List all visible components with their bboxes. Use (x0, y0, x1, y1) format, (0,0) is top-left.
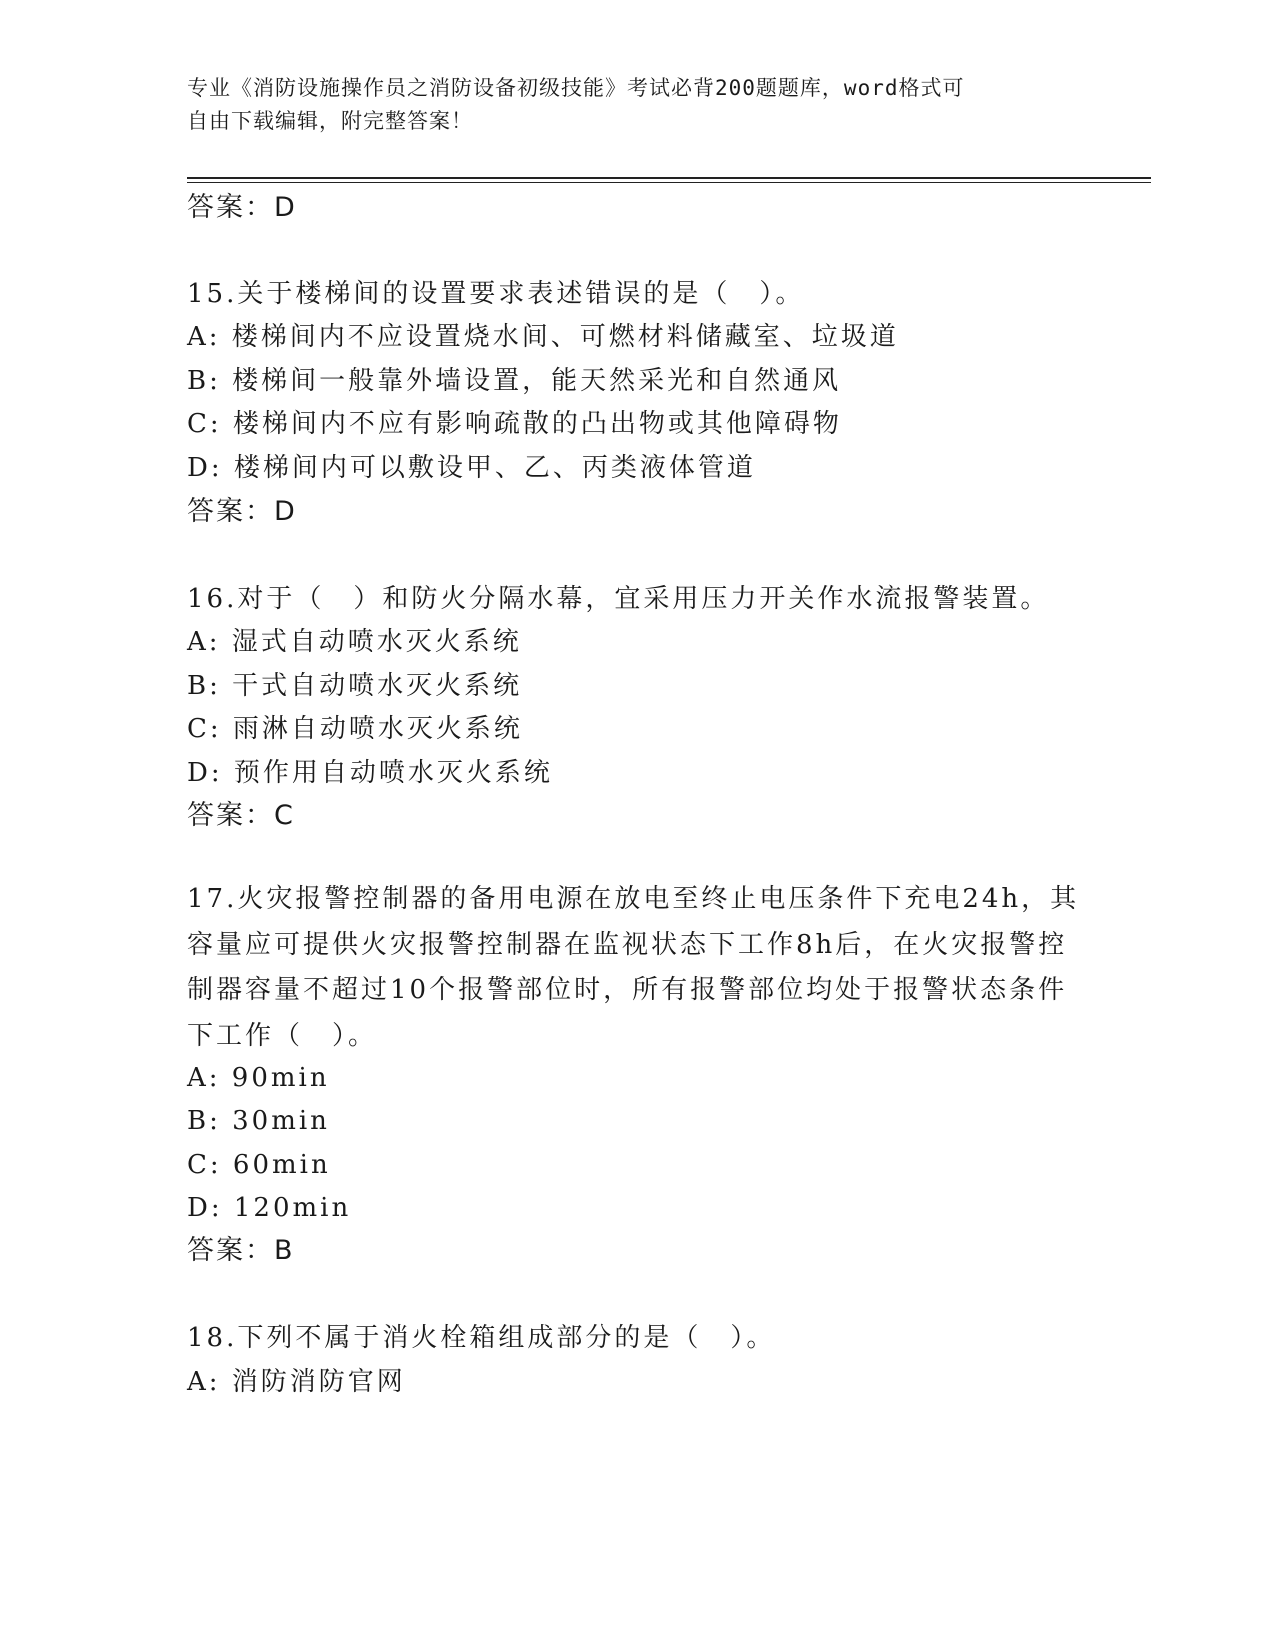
question-15-answer: 答案：D (187, 496, 297, 527)
question-17-option-d: D: 120min (187, 1193, 352, 1223)
question-17-option-a: A: 90min (187, 1063, 330, 1093)
question-16-answer: 答案：C (187, 800, 295, 831)
question-16-stem: 16.对于（ ）和防火分隔水幕，宜采用压力开关作水流报警装置。 (187, 584, 1050, 614)
question-18-stem: 18.下列不属于消火栓箱组成部分的是（ ）。 (187, 1323, 776, 1353)
question-17-answer: 答案：B (187, 1235, 295, 1266)
question-15-option-b: B: 楼梯间一般靠外墙设置，能天然采光和自然通风 (187, 366, 842, 396)
previous-answer: 答案：D (187, 192, 297, 223)
header-line-1: 专业《消防设施操作员之消防设备初级技能》考试必背200题题库，word格式可 (187, 76, 965, 100)
question-15-option-a: A: 楼梯间内不应设置烧水间、可燃材料储藏室、垃圾道 (187, 322, 899, 352)
question-15-option-c: C: 楼梯间内不应有影响疏散的凸出物或其他障碍物 (187, 409, 842, 439)
question-17-option-c: C: 60min (187, 1150, 331, 1180)
question-16-option-a: A: 湿式自动喷水灭火系统 (187, 627, 522, 657)
header-divider-thin (187, 182, 1151, 183)
question-17-stem: 17.火灾报警控制器的备用电源在放电至终止电压条件下充电24h，其容量应可提供火灾报警控制器在监视状态下工作8h后，在火灾报警控制器容量不超过10个报警部位时，所有报警部位均处于报警状态条件下工作（ ）。 (187, 884, 1080, 1051)
question-16-option-b: B: 干式自动喷水灭火系统 (187, 671, 523, 701)
document-header (187, 72, 1067, 138)
header-divider-thick (187, 177, 1151, 179)
question-15-stem: 15.关于楼梯间的设置要求表述错误的是（ ）。 (187, 279, 805, 309)
question-18-option-a: A: 消防消防官网 (187, 1367, 406, 1397)
question-16-option-d: D: 预作用自动喷水灭火系统 (187, 758, 553, 788)
header-line-2: 自由下载编辑，附完整答案！ (187, 109, 473, 133)
question-17-option-b: B: 30min (187, 1106, 330, 1136)
question-15-option-d: D: 楼梯间内可以敷设甲、乙、丙类液体管道 (187, 453, 756, 483)
question-16-option-c: C: 雨淋自动喷水灭火系统 (187, 714, 523, 744)
